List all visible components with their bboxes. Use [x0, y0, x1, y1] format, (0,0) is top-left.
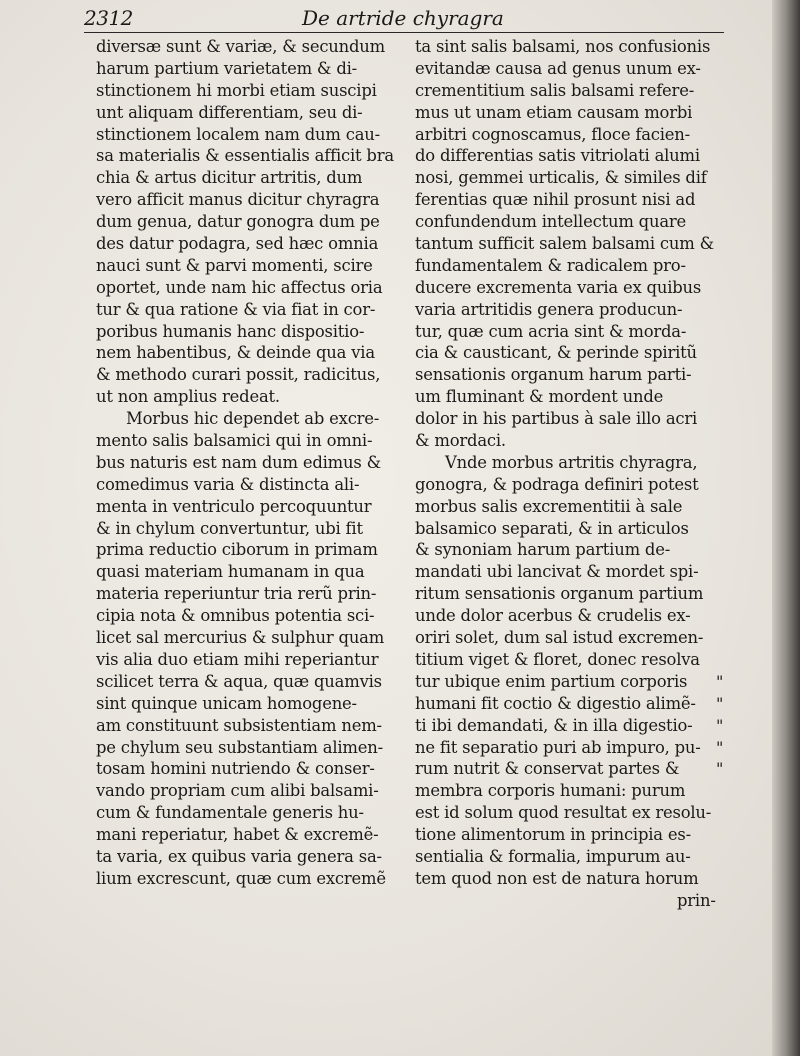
text-line: balsamico separati, & in articulos	[415, 518, 689, 538]
text-line: dum genua, datur gonogra dum pe	[96, 212, 380, 232]
text-line: & synoniam harum partium de-	[415, 540, 671, 560]
text-line: ducere excrementa varia ex quibus	[415, 277, 702, 297]
text-line: des datur podagra, sed hæc omnia	[96, 234, 379, 254]
text-line: ta varia, ex quibus varia genera sa-	[96, 846, 382, 866]
text-line: do differentias satis vitriolati alumi	[415, 146, 700, 166]
text-line: diversæ sunt & variæ, & secundum	[96, 37, 386, 56]
text-line: morbus salis excrementitii à sale	[415, 496, 683, 516]
text-line: mus ut unam etiam causam morbi	[415, 102, 693, 122]
text-line: sint quinque unicam homogene-	[96, 693, 357, 713]
text-line: quasi materiam humanam in qua	[96, 562, 365, 582]
margin-quote-mark: "	[716, 671, 724, 691]
right-text-column	[415, 36, 715, 912]
text-line: unde dolor acerbus & crudelis ex-	[415, 606, 691, 626]
text-line: harum partium varietatem & di-	[96, 58, 357, 78]
text-line: mento salis balsamici qui in omni-	[96, 431, 373, 451]
text-line: vis alia duo etiam mihi reperiantur	[96, 649, 379, 669]
text-line: arbitri cognoscamus, floce facien-	[415, 124, 690, 144]
margin-quote-mark: "	[716, 715, 724, 735]
text-line: bus naturis est nam dum edimus &	[96, 452, 381, 472]
text-line: rum nutrit & conservat partes &	[415, 759, 680, 779]
text-line: chia & artus dicitur artritis, dum	[96, 168, 363, 188]
text-line: ut non amplius redeat.	[96, 387, 280, 407]
text-line: est id solum quod resultat ex resolu-	[415, 803, 712, 823]
text-line: titium viget & floret, donec resolva	[415, 649, 700, 669]
text-line: confundendum intellectum quare	[415, 212, 687, 232]
text-line: poribus humanis hanc dispositio-	[96, 321, 365, 341]
text-line: membra corporis humani: purum	[415, 781, 686, 801]
text-line: evitandæ causa ad genus unum ex-	[415, 58, 701, 78]
text-line: pe chylum seu substantiam alimen-	[96, 737, 383, 757]
text-line: mandati ubi lancivat & mordet spi-	[415, 562, 699, 582]
text-line: humani fit coctio & digestio alimẽ-	[415, 693, 696, 713]
text-line: tur, quæ cum acria sint & mordа-	[415, 321, 687, 341]
book-spine-shadow	[772, 0, 800, 1056]
text-line: sa materialis & essentialis afficit bra	[96, 146, 394, 166]
text-line: fundamentalem & radicalem pro-	[415, 255, 686, 275]
text-line: & mordaci.	[415, 431, 506, 451]
text-line: materia reperiuntur tria rerũ prin-	[96, 584, 377, 604]
text-line: stinctionem hi morbi etiam suscipi	[96, 80, 377, 100]
text-line: vero afficit manus dicitur chyragra	[96, 190, 380, 210]
text-line: Morbus hic dependet ab excre-	[126, 409, 380, 429]
margin-quote-mark: "	[716, 737, 724, 757]
text-line: nem habentibus, & deinde qua via	[96, 343, 375, 363]
text-line: comedimus varia & distincta ali-	[96, 474, 360, 494]
text-line: tione alimentorum in principia es-	[415, 825, 691, 845]
text-line: oriri solet, dum sal istud excremen-	[415, 628, 704, 648]
text-line: cipia nota & omnibus potentia sci-	[96, 606, 375, 626]
text-line: Vnde morbus artritis chyragra,	[445, 452, 698, 472]
text-line: tantum sufficit salem balsami cum &	[415, 234, 715, 254]
page-number: 2312	[84, 6, 133, 30]
text-line: unt aliquam differentiam, seu di-	[96, 102, 363, 122]
margin-quote-mark: "	[716, 693, 724, 713]
text-line: sentialia & formalia, impurum au-	[415, 846, 691, 866]
text-line: tur & qua ratione & via fiat in cor-	[96, 299, 376, 319]
text-line: am constituunt subsistentiam nem-	[96, 715, 382, 735]
text-line: mani reperiatur, habet & excremẽ-	[96, 825, 379, 845]
text-line: licet sal mercurius & sulphur quam	[96, 628, 385, 648]
margin-quote-marks	[716, 36, 736, 912]
text-line: vando propriam cum alibi balsami-	[96, 781, 379, 801]
text-line: varia artritidis genera producun-	[415, 299, 683, 319]
margin-quote-mark: "	[716, 759, 724, 779]
text-line: dolor in his partibus à sale illo acri	[415, 409, 698, 429]
text-line: ferentias quæ nihil prosunt nisi ad	[415, 190, 696, 210]
text-line: ne fit separatio puri ab impuro, pu-	[415, 737, 701, 757]
text-line: ritum sensationis organum partium	[415, 584, 704, 604]
text-line: scilicet terra & aqua, quæ quamvis	[96, 671, 382, 691]
text-line: nosi, gemmei urticalis, & similes dif	[415, 168, 707, 188]
left-text-column	[96, 36, 406, 890]
catchword: prin-	[677, 890, 716, 910]
text-line: & in chylum convertuntur, ubi fit	[96, 518, 363, 538]
text-line: ti ibi demandati, & in illa digestio-	[415, 715, 693, 735]
text-line: sensationis organum harum parti-	[415, 365, 692, 385]
text-line: gonogra, & podraga definiri potest	[415, 474, 699, 494]
text-line: menta in ventriculo percoquuntur	[96, 496, 372, 516]
text-line: stinctionem localem nam dum cau-	[96, 124, 380, 144]
text-line: cum & fundamentale generis hu-	[96, 803, 364, 823]
text-line: ta sint salis balsami, nos confusionis	[415, 37, 711, 56]
text-line: cia & causticant, & perinde spiritũ	[415, 343, 697, 363]
text-line: tosam homini nutriendo & conser-	[96, 759, 375, 779]
text-line: crementitium salis balsami refere-	[415, 80, 695, 100]
text-line: nauci sunt & parvi momenti, scire	[96, 255, 373, 275]
text-line: prima reductio ciborum in primam	[96, 540, 378, 560]
text-line: lium excrescunt, quæ cum excremẽ	[96, 868, 386, 888]
page-header	[84, 4, 724, 34]
text-line: tur ubique enim partium corporis	[415, 671, 688, 691]
text-line: tem quod non est de natura horum	[415, 868, 699, 888]
text-line: um fluminant & mordent unde	[415, 387, 664, 407]
text-line: oportet, unde nam hic affectus oria	[96, 277, 383, 297]
text-line: & methodo curari possit, radicitus,	[96, 365, 381, 385]
running-title: De artride chyragra	[302, 6, 504, 30]
header-rule	[84, 32, 724, 33]
